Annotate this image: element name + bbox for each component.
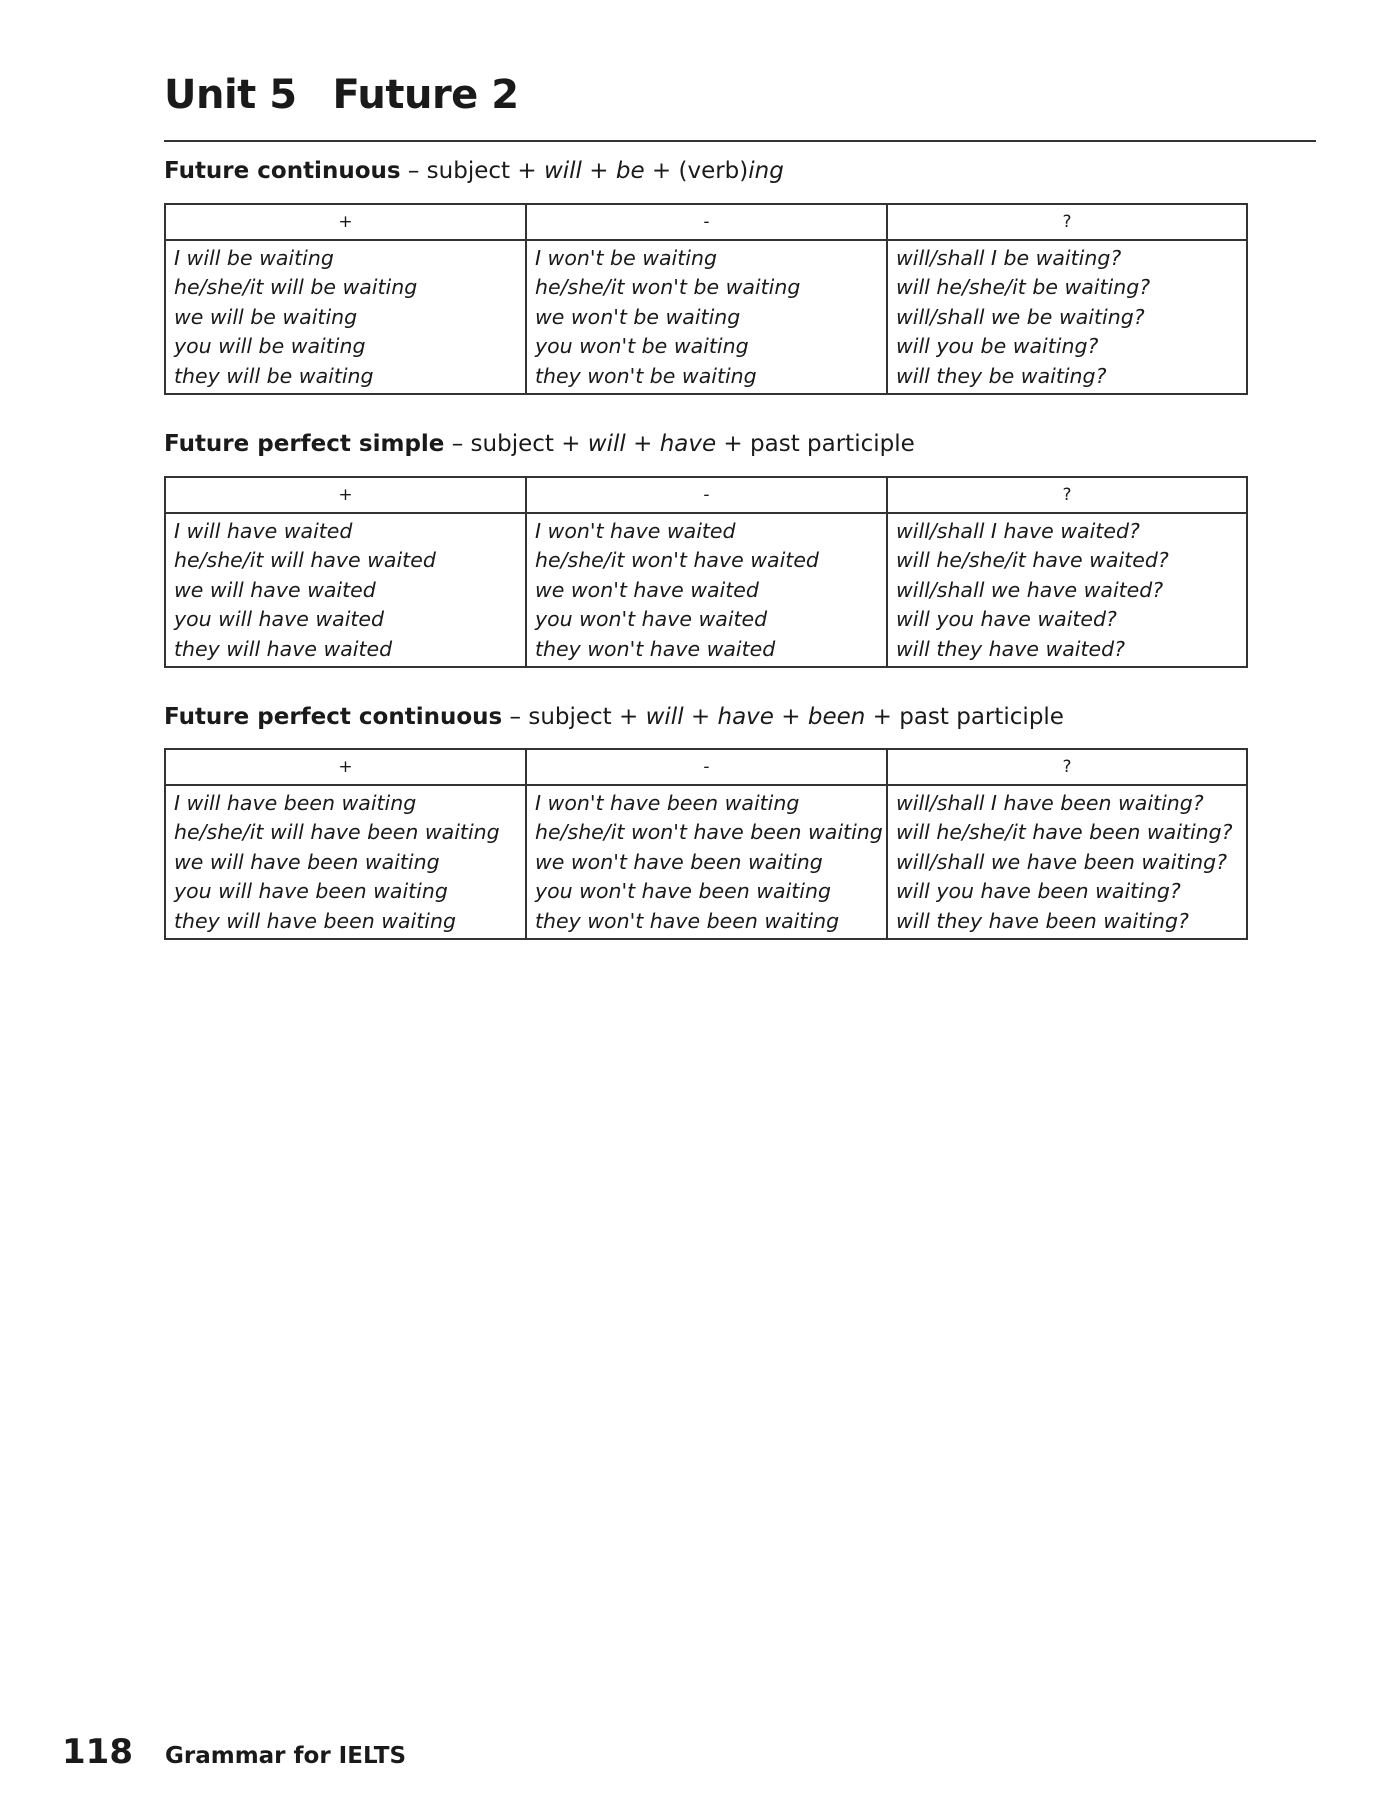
formula-part: – subject +	[444, 431, 588, 457]
future-perfect-simple-table	[164, 476, 1248, 668]
form-line: I won't have been waiting	[535, 791, 800, 815]
form-line: will/shall I be waiting?	[896, 246, 1122, 270]
form-line: will he/she/it have been waiting?	[896, 820, 1233, 845]
positive-forms-cell	[165, 785, 526, 939]
form-line: will/shall we have been waiting?	[896, 849, 1228, 874]
form-line: you won't have waited	[535, 607, 768, 632]
column-header-negative: -	[526, 477, 887, 513]
form-line: will he/she/it have waited?	[896, 548, 1169, 573]
question-forms-cell	[887, 785, 1247, 939]
formula-part: will	[543, 158, 582, 184]
column-header-positive: +	[165, 749, 526, 785]
form-line: we will have been waiting	[174, 849, 440, 874]
form-line: they won't have waited	[535, 636, 776, 661]
page-header	[164, 72, 519, 118]
section-heading-future-perfect-simple	[164, 431, 915, 457]
table-row	[165, 513, 1247, 667]
negative-forms-cell	[526, 513, 887, 667]
form-line: will you have waited?	[896, 607, 1117, 632]
table-row	[165, 240, 1247, 394]
column-header-positive: +	[165, 477, 526, 513]
formula-part: be	[615, 158, 645, 184]
section-title: Future perfect continuous	[164, 704, 503, 730]
form-line: you will be waiting	[174, 334, 366, 359]
page-number: 118	[62, 1732, 133, 1772]
form-line: will he/she/it be waiting?	[896, 275, 1151, 300]
section-heading-future-perfect-continuous	[164, 704, 1064, 730]
form-line: we won't have waited	[535, 577, 759, 602]
column-header-negative: -	[526, 749, 887, 785]
form-line: we will have waited	[174, 577, 376, 602]
formula-part: +	[581, 158, 616, 184]
form-line: we won't have been waiting	[535, 849, 823, 874]
section-heading-future-continuous	[164, 158, 784, 184]
negative-forms-cell	[526, 785, 887, 939]
page-footer	[62, 1732, 406, 1772]
column-header-question: ?	[887, 749, 1247, 785]
book-title: Grammar for IELTS	[164, 1743, 407, 1769]
formula-part: ing	[748, 158, 784, 184]
form-line: we will be waiting	[174, 304, 358, 329]
column-header-positive: +	[165, 204, 526, 240]
column-header-question: ?	[887, 477, 1247, 513]
form-line: will/shall we be waiting?	[896, 304, 1145, 329]
form-line: you won't be waiting	[535, 334, 749, 359]
formula-part: + past participle	[716, 431, 915, 457]
future-perfect-continuous-table	[164, 748, 1248, 940]
form-line: will they have been waiting?	[896, 908, 1189, 933]
form-line: I won't be waiting	[535, 246, 717, 270]
form-line: will you have been waiting?	[896, 879, 1181, 904]
future-continuous-table	[164, 203, 1248, 395]
formula-part: have	[659, 431, 717, 457]
form-line: I will have waited	[174, 519, 353, 543]
form-line: will/shall we have waited?	[896, 577, 1164, 602]
form-line: they will have waited	[174, 636, 393, 661]
form-line: I will be waiting	[174, 246, 334, 270]
positive-forms-cell	[165, 513, 526, 667]
column-header-negative: -	[526, 204, 887, 240]
formula-part: will	[587, 431, 626, 457]
form-line: he/she/it won't be waiting	[535, 275, 801, 300]
header-divider	[164, 140, 1316, 142]
formula-part: – subject +	[502, 704, 646, 730]
table-row	[165, 785, 1247, 939]
question-forms-cell	[887, 240, 1247, 394]
form-line: will they be waiting?	[896, 363, 1107, 388]
form-line: will you be waiting?	[896, 334, 1099, 359]
form-line: he/she/it will have waited	[174, 548, 436, 573]
formula-part: +	[683, 704, 718, 730]
form-line: you won't have been waiting	[535, 879, 831, 904]
form-line: they will have been waiting	[174, 908, 456, 933]
formula-part: +	[773, 704, 808, 730]
question-forms-cell	[887, 513, 1247, 667]
formula-part: been	[807, 704, 866, 730]
table-header-row	[165, 749, 1247, 785]
section-formula	[502, 704, 1064, 730]
form-line: I will have been waiting	[174, 791, 417, 815]
formula-part: + (verb)	[644, 158, 749, 184]
form-line: I won't have waited	[535, 519, 736, 543]
formula-part: – subject +	[400, 158, 544, 184]
positive-forms-cell	[165, 240, 526, 394]
formula-part: will	[645, 704, 684, 730]
form-line: you will have waited	[174, 607, 385, 632]
form-line: you will have been waiting	[174, 879, 448, 904]
formula-part: + past participle	[865, 704, 1064, 730]
form-line: he/she/it won't have been waiting	[535, 820, 883, 845]
table-header-row	[165, 477, 1247, 513]
form-line: he/she/it will have been waiting	[174, 820, 500, 845]
form-line: they won't have been waiting	[535, 908, 840, 933]
formula-part: +	[625, 431, 660, 457]
section-title: Future perfect simple	[164, 431, 445, 457]
form-line: will they have waited?	[896, 636, 1126, 661]
formula-part: have	[717, 704, 774, 730]
form-line: he/she/it won't have waited	[535, 548, 819, 573]
table-header-row	[165, 204, 1247, 240]
unit-title: Future 2	[332, 72, 519, 118]
form-line: they will be waiting	[174, 363, 374, 388]
form-line: he/she/it will be waiting	[174, 275, 418, 300]
section-formula	[401, 158, 784, 184]
negative-forms-cell	[526, 240, 887, 394]
section-formula	[444, 431, 914, 457]
form-line: we won't be waiting	[535, 304, 741, 329]
unit-number: Unit 5	[164, 72, 297, 118]
section-title: Future continuous	[164, 158, 401, 184]
column-header-question: ?	[887, 204, 1247, 240]
form-line: will/shall I have waited?	[896, 519, 1140, 543]
form-line: they won't be waiting	[535, 363, 757, 388]
form-line: will/shall I have been waiting?	[896, 791, 1204, 815]
